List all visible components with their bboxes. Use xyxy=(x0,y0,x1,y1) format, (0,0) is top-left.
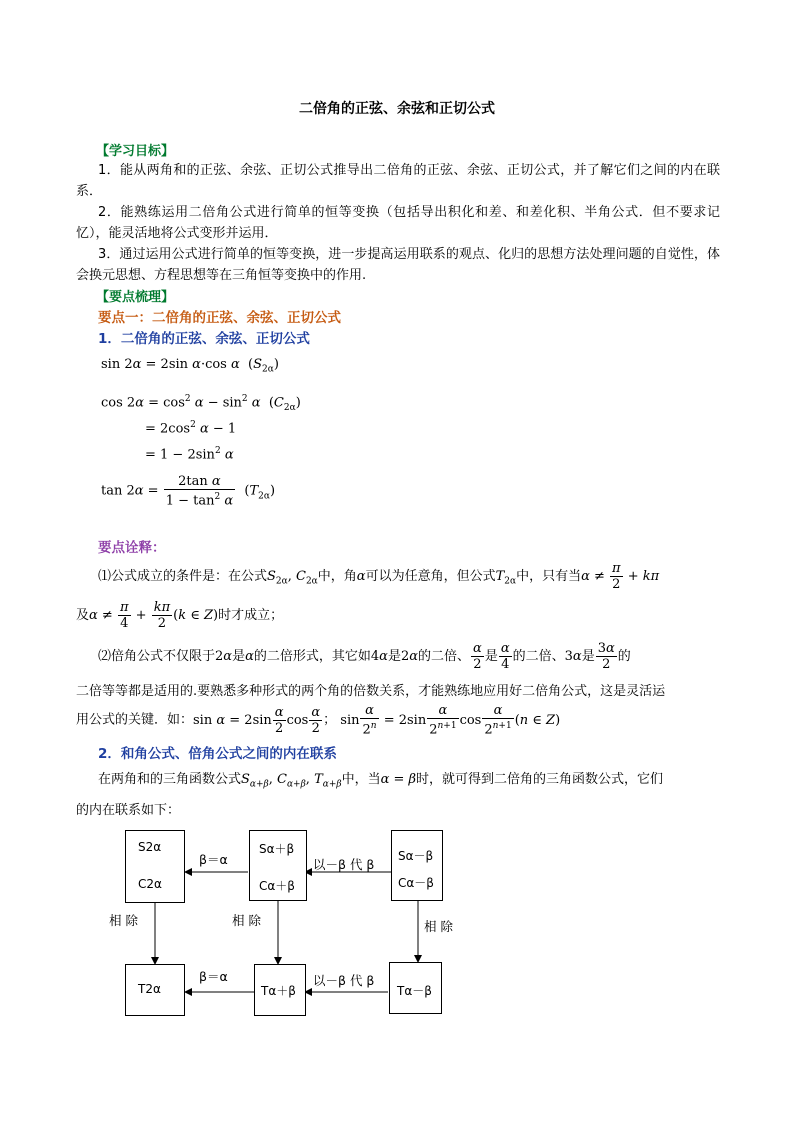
label-beta-eq-alpha-bottom: β＝α xyxy=(199,969,228,984)
label-divide-left: 相 除 xyxy=(109,913,138,928)
goal-item-1: 1．能从两角和的正弦、余弦、正切公式推导出二倍角的正弦、余弦、正切公式，并了解它们之间的内在联系． xyxy=(76,163,720,199)
notes-heading: 要点诠释： xyxy=(98,540,166,556)
box-difference-tan: Tα－β xyxy=(389,962,442,1014)
formula-cos2a-form2: = $2\cos^2$ α − 1 xyxy=(145,420,237,437)
subsection-1-heading: 1．二倍角的正弦、余弦、正切公式 xyxy=(98,331,310,347)
note-2-line-1: ⑵倍角公式不仅限于2α是α的二倍形式，其它如4α是2α的二倍、 $\frac{\alpha}{2}$ 是 $\frac{\alpha}{4}$ 的二倍、3α是 $\frac{3\alpha}{2}$ 的 xyxy=(98,641,631,672)
formula-tan2a: tan 2α = $\frac{\text{2tan α}}{1 - \tan^2 \alpha}$ $(T_{2\alpha})$ xyxy=(101,474,276,509)
note-2-line-3: 用公式的关键．如：sin α = 2sin $\frac{\alpha}{2}$ cos $\frac{\alpha}{2}$ ； sin $\frac{\alpha}{2^n}$ = 2sin $\frac{\alpha}{2^{n+1}}$ cos $\frac{\alpha}{2^{n+1}}$ (n ∈ Z) xyxy=(76,703,561,738)
goal-item-2: 2．能熟练运用二倍角公式进行简单的恒等变换（包括导出积化和差、和差化积、半角公式．但不要求记忆），能灵活地将公式变形并运用． xyxy=(76,205,720,241)
formula-sin2a: sin 2α = 2sin α·cos α $(S_{2\alpha})$ xyxy=(101,357,279,375)
label-beta-eq-alpha-top: β＝α xyxy=(199,852,228,867)
box-double-angle-tan: T2α xyxy=(125,964,185,1016)
label-replace-beta-bottom: 以－β 代 β xyxy=(313,973,375,988)
key-points-label: 【要点梳理】 xyxy=(96,290,175,305)
box-sum-tan: Tα＋β xyxy=(254,964,306,1016)
point-2-para-line-1: 在两角和的三角函数公式$S_{\alpha+\beta}$, $C_{\alpha+\beta}$, $T_{\alpha+\beta}$中，当α = β时，就可得到二倍角的三角函数公式，它们 xyxy=(98,772,664,790)
point-one-heading: 要点一：二倍角的正弦、余弦、正切公式 xyxy=(98,310,341,326)
box-difference-sin-cos: Sα－β Cα－β xyxy=(391,830,443,901)
point-2-para-line-2: 的内在联系如下： xyxy=(76,803,181,818)
formula-cos2a: $\cos 2\alpha = \cos^2 \alpha - \sin^2 \alpha$ $(C_{2\alpha})$ xyxy=(101,394,301,413)
box-double-angle-sin-cos: S2α C2α xyxy=(125,830,185,903)
label-divide-mid: 相 除 xyxy=(232,913,261,928)
formula-cos2a-form3: = $1 - 2\sin^2$ α xyxy=(145,446,234,463)
label-divide-right: 相 除 xyxy=(424,919,453,934)
note-1-line-2: 及α ≠ $\frac{\pi}{4}$ + $\frac{k\pi}{2}$ (k ∈ Z)时才成立； xyxy=(76,600,284,631)
box-sum-sin-cos: Sα＋β Cα＋β xyxy=(249,830,307,901)
page-title: 二倍角的正弦、余弦和正切公式 xyxy=(299,101,495,117)
label-replace-beta-top: 以－β 代 β xyxy=(313,857,375,872)
note-2-line-2: 二倍等等都是适用的.要熟悉多种形式的两个角的倍数关系，才能熟练地应用好二倍角公式，这是灵活运 xyxy=(76,684,666,699)
goal-item-3: 3．通过运用公式进行简单的恒等变换，进一步提高运用联系的观点、化归的思想方法处理问题的自觉性，体会换元思想、方程思想等在三角恒等变换中的作用. xyxy=(76,247,720,283)
subsection-2-heading: 2．和角公式、倍角公式之间的内在联系 xyxy=(98,746,337,762)
learning-goals-label: 【学习目标】 xyxy=(96,144,175,159)
note-1-line-1: ⑴公式成立的条件是：在公式$S_{2\alpha}$, $C_{2\alpha}$中，角α可以为任意角，但公式$T_{2\alpha}$中，只有当α ≠ $\frac{\pi}{2}$ + kπ xyxy=(98,561,660,592)
